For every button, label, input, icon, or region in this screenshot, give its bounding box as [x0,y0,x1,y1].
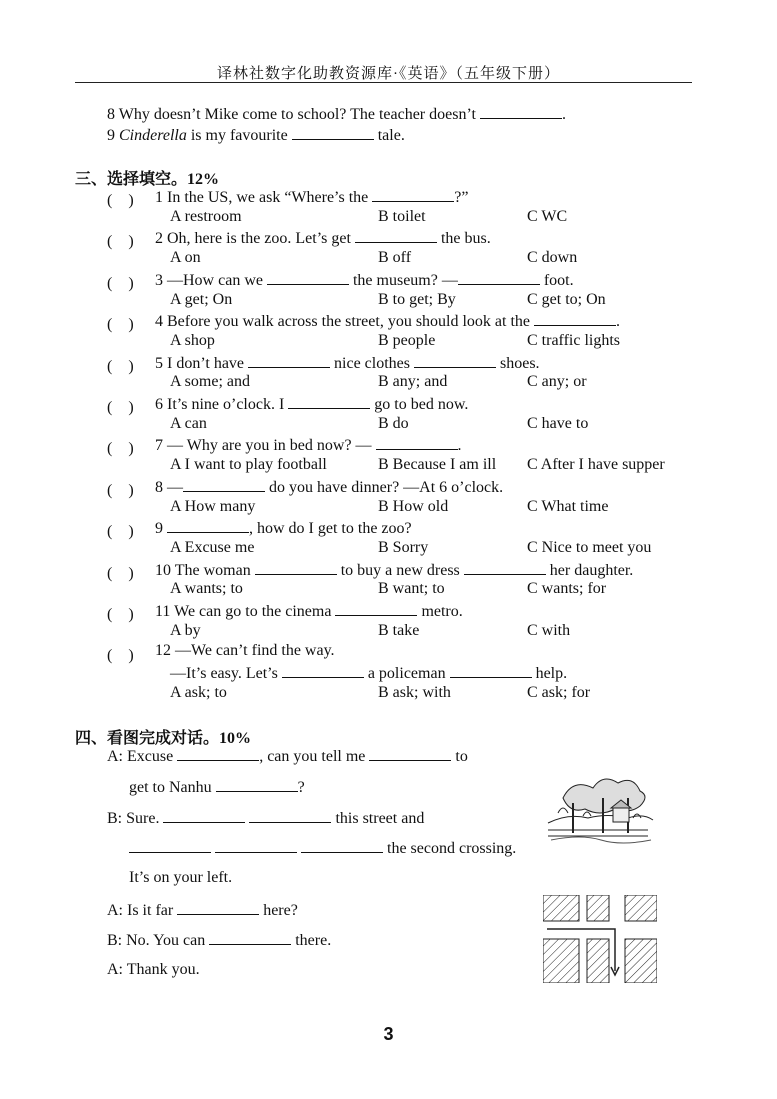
answer-blank[interactable] [369,746,451,761]
answer-blank[interactable] [414,353,496,368]
line-text: here? [259,902,298,919]
option-b: B any; and [378,373,448,391]
line-text: A: Is it far [107,902,178,919]
option-c: C Nice to meet you [527,538,652,556]
question-stem [155,394,468,414]
answer-blank[interactable] [288,394,370,409]
option-a: A ask; to [170,683,227,701]
answer-blank[interactable] [267,270,349,285]
question-stem [155,518,412,538]
line-text: 9 [155,520,167,538]
line-text: 8 — [155,478,183,496]
line-text: the bus. [436,230,491,248]
option-b: B to get; By [378,290,456,308]
option-b: B Sorry [378,538,429,556]
option-b: B people [378,331,436,349]
line-text: 1 In the US, we ask “Where’s the [155,189,373,206]
line-text: 2 Oh, here is the zoo. Let’s get [155,230,355,248]
answer-blank[interactable] [372,187,454,202]
line-text: foot. [539,271,574,289]
option-c: C What time [527,497,609,515]
answer-blank[interactable] [163,808,245,823]
question-8-fill [107,104,566,124]
answer-blank[interactable] [301,838,383,853]
line-text: 7 — Why are you in bed now? — [155,437,376,455]
section-title: 四、看图完成对话。 [75,730,220,747]
option-b: B want; to [378,580,445,598]
section-score: 12% [187,171,220,188]
option-a: A by [170,621,201,639]
answer-blank[interactable] [248,353,330,368]
title-italic: Cinderella [119,127,187,144]
question-stem [155,187,468,207]
option-a: A shop [170,331,215,349]
option-a: A some; and [170,373,250,391]
option-a: A How many [170,497,256,515]
dialogue-line [107,746,468,766]
option-b: B off [378,249,412,267]
option-a: A can [170,414,207,432]
line-text: , how do I get to the zoo? [249,520,412,538]
line-text: 4 Before you walk across the street, you should look at the [155,313,535,331]
question-text: 8 Why doesn’t Mike come to school? The teacher doesn’t [107,106,476,123]
line-text: B: No. You can [107,932,210,949]
option-b: B do [378,414,409,432]
option-c: C have to [527,414,589,432]
answer-bracket: ( ) [107,233,134,251]
option-c: C down [527,249,578,267]
question-stem [155,311,620,331]
answer-bracket: ( ) [107,192,134,209]
dialogue-line [107,900,298,920]
option-c: C wants; for [527,580,607,598]
question-text: is my favourite [186,127,292,144]
line-text: help. [531,665,568,683]
page-header: 译林社数字化助教资源库·《英语》（五年级下册） [217,66,560,82]
answer-blank[interactable] [458,270,540,285]
line-text: her daughter. [545,561,634,579]
park-illustration [543,768,655,846]
answer-blank[interactable] [249,808,331,823]
line-text: A: Excuse [107,748,178,765]
line-text: to [451,748,468,765]
option-c: C WC [527,207,568,225]
line-text: a policeman [363,665,450,683]
answer-bracket: ( ) [107,647,134,665]
line-text: metro. [417,603,463,620]
street-map-illustration [543,895,657,983]
option-c: C any; or [527,373,587,391]
option-a: A I want to play football [170,456,327,474]
option-c: C with [527,621,571,639]
dialogue-line [107,930,331,950]
answer-bracket: ( ) [107,481,134,499]
line-text: . [457,437,462,455]
dialogue-line [107,808,424,828]
option-b: B toilet [378,207,426,225]
line-text: B: Sure. [107,810,164,827]
question-stem [155,642,335,660]
line-text: shoes. [495,354,540,372]
line-text: ?” [454,189,469,206]
line-text: 10 The woman [155,561,255,579]
line-text: 6 It’s nine o’clock. I [155,396,289,413]
question-stem [170,663,567,683]
question-stem [155,435,462,455]
option-a: A wants; to [170,580,243,598]
answer-bracket: ( ) [107,399,134,416]
answer-blank[interactable] [464,560,546,575]
line-text: get to Nanhu [129,779,216,796]
line-text: A: Thank you. [107,961,200,978]
section-3-heading [75,166,219,189]
question-stem [155,270,574,290]
dialogue-line [129,838,516,858]
line-text: this street and [331,810,425,827]
answer-blank[interactable] [355,228,437,243]
answer-blank[interactable] [292,125,374,140]
answer-bracket: ( ) [107,357,134,375]
answer-blank[interactable] [376,435,458,450]
answer-blank[interactable] [480,104,562,119]
answer-bracket: ( ) [107,564,134,582]
answer-blank[interactable] [177,746,259,761]
answer-bracket: ( ) [107,523,134,541]
option-a: A restroom [170,207,242,225]
answer-blank[interactable] [129,838,211,853]
option-c: C ask; for [527,683,591,701]
question-text: . [561,106,566,123]
line-text: 5 I don’t have [155,354,249,372]
line-text: the museum? — [348,271,458,289]
section-score: 10% [219,730,252,747]
line-text: to buy a new dress [336,561,464,579]
question-9-fill [107,125,405,145]
answer-blank[interactable] [215,838,297,853]
line-text: 12 —We can’t find the way. [155,642,335,660]
line-text: 3 —How can we [155,271,267,289]
question-stem [155,560,633,580]
answer-bracket: ( ) [107,316,134,334]
answer-blank[interactable] [216,777,298,792]
question-stem [155,353,540,373]
question-text: tale. [373,127,405,144]
option-a: A on [170,249,201,267]
answer-bracket: ( ) [107,274,134,292]
answer-blank[interactable] [209,930,291,945]
line-text: the second crossing. [383,840,517,857]
answer-blank[interactable] [335,601,417,616]
option-c: C After I have supper [527,456,665,474]
answer-blank[interactable] [282,663,364,678]
section-4-heading [75,725,251,748]
answer-bracket: ( ) [107,440,134,458]
answer-blank[interactable] [450,663,532,678]
answer-blank[interactable] [255,560,337,575]
answer-blank[interactable] [167,518,249,533]
option-a: A Excuse me [170,538,255,556]
header-divider [75,82,692,83]
option-a: A get; On [170,290,233,308]
question-stem [155,477,503,497]
dialogue-line [129,869,232,887]
question-stem [155,601,463,621]
line-text: do you have dinner? —At 6 o’clock. [265,478,504,496]
option-b: B ask; with [378,683,451,701]
option-b: B How old [378,497,449,515]
line-text: go to bed now. [370,396,469,413]
section-title: 三、选择填空。 [75,171,188,188]
option-c: C get to; On [527,290,606,308]
answer-bracket: ( ) [107,606,134,623]
option-c: C traffic lights [527,331,621,349]
option-b: B Because I am ill [378,456,497,474]
line-text: . [616,313,621,331]
line-text: there. [291,932,332,949]
line-text: , can you tell me [259,748,370,765]
line-text: nice clothes [330,354,414,372]
dialogue-line [107,961,200,979]
answer-blank[interactable] [183,477,265,492]
line-text: It’s on your left. [129,869,233,886]
answer-blank[interactable] [177,900,259,915]
page-number: 3 [383,1024,394,1044]
dialogue-line [129,777,305,797]
answer-blank[interactable] [534,311,616,326]
line-text: ? [297,779,305,796]
question-number: 9 [107,127,119,144]
option-b: B take [378,621,420,639]
line-text: —It’s easy. Let’s [170,665,282,683]
line-text: 11 We can go to the cinema [155,603,336,620]
question-stem [155,228,491,248]
